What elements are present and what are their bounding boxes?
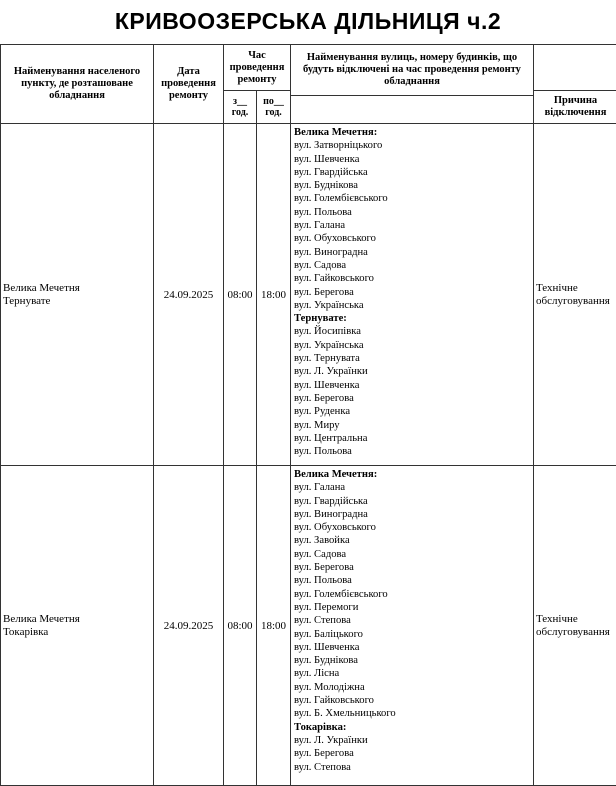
village-heading: Токарівка: [294, 721, 531, 734]
settlement-line: Токарівка [3, 626, 153, 639]
header-reason: Причина відключення [534, 91, 616, 124]
street-item: вул. Обуховського [294, 521, 531, 534]
settlement-cell [1, 124, 154, 466]
street-item: вул. Перемоги [294, 601, 531, 614]
settlement-line: Велика Мечетня [3, 613, 153, 626]
street-item: вул. Польова [294, 445, 531, 458]
village-heading: Велика Мечетня: [294, 468, 531, 481]
street-item: вул. Миру [294, 419, 531, 432]
street-item: вул. Берегова [294, 747, 531, 760]
time-to-cell: 18:00 [257, 124, 291, 466]
street-item: вул. Степова [294, 761, 531, 774]
street-item: вул. Голембієвського [294, 192, 531, 205]
header-blank [534, 45, 616, 91]
village-heading: Тернувате: [294, 312, 531, 325]
street-item: вул. Голембієвського [294, 588, 531, 601]
reason-line: обслуговування [536, 626, 616, 639]
street-item: вул. Степова [294, 614, 531, 627]
street-item: вул. Затворніцького [294, 139, 531, 152]
settlement-cell [1, 466, 154, 786]
village-heading: Велика Мечетня: [294, 126, 531, 139]
street-item: вул. Садова [294, 548, 531, 561]
settlement-line: Тернувате [3, 295, 153, 308]
date-cell: 24.09.2025 [154, 124, 224, 466]
street-item: вул. Берегова [294, 286, 531, 299]
date-cell: 24.09.2025 [154, 466, 224, 786]
street-item: вул. Обуховського [294, 232, 531, 245]
reason-line: Технічне [536, 282, 616, 295]
street-item: вул. Молодіжна [294, 681, 531, 694]
street-item: вул. Завойка [294, 534, 531, 547]
street-item: вул. Лісна [294, 667, 531, 680]
street-item: вул. Українська [294, 299, 531, 312]
street-item: вул. Виноградна [294, 508, 531, 521]
street-item: вул. Тернувата [294, 352, 531, 365]
time-to-cell: 18:00 [257, 466, 291, 786]
street-item: вул. Шевченка [294, 641, 531, 654]
street-item: вул. Гвардійська [294, 495, 531, 508]
time-from-cell: 08:00 [224, 124, 257, 466]
street-item: вул. Виноградна [294, 246, 531, 259]
street-item: вул. Польова [294, 206, 531, 219]
reason-cell [534, 124, 616, 466]
street-item: вул. Шевченка [294, 379, 531, 392]
street-item: вул. Гайковського [294, 694, 531, 707]
street-item: вул. Руденка [294, 405, 531, 418]
header-date: Дата проведення ремонту [154, 45, 224, 124]
header-streets-gap [291, 96, 534, 124]
header-time: Час проведення ремонту [224, 45, 291, 91]
street-item: вул. Берегова [294, 392, 531, 405]
table-row [1, 124, 616, 466]
page-title: КРИВООЗЕРСЬКА ДІЛЬНИЦЯ ч.2 [0, 8, 616, 35]
street-item: вул. Українська [294, 339, 531, 352]
reason-line: Технічне [536, 613, 616, 626]
street-item: вул. Центральна [294, 432, 531, 445]
settlement-line: Велика Мечетня [3, 282, 153, 295]
street-item: вул. Л. Українки [294, 365, 531, 378]
header-settlement: Найменування населеного пункту, де розташоване обладнання [1, 45, 154, 124]
street-item: вул. Шевченка [294, 153, 531, 166]
outage-table [0, 44, 616, 786]
header-time-to: по__ год. [257, 91, 291, 124]
street-item: вул. Буднікова [294, 654, 531, 667]
street-item: вул. Галана [294, 481, 531, 494]
table-row [1, 466, 616, 786]
street-item: вул. Гайковського [294, 272, 531, 285]
header-time-from: з__ год. [224, 91, 257, 124]
street-item: вул. Баліцького [294, 628, 531, 641]
street-item: вул. Берегова [294, 561, 531, 574]
reason-line: обслуговування [536, 295, 616, 308]
street-item: вул. Йосипівка [294, 325, 531, 338]
streets-cell [291, 124, 534, 466]
street-item: вул. Польова [294, 574, 531, 587]
header-streets: Найменування вулиць, номеру будинків, що будуть відключені на час проведення ремонту обладнання [291, 45, 534, 96]
reason-cell [534, 466, 616, 786]
streets-cell [291, 466, 534, 786]
street-item: вул. Б. Хмельницького [294, 707, 531, 720]
street-item: вул. Галана [294, 219, 531, 232]
time-from-cell: 08:00 [224, 466, 257, 786]
street-item: вул. Буднікова [294, 179, 531, 192]
street-item: вул. Л. Українки [294, 734, 531, 747]
street-item: вул. Гвардійська [294, 166, 531, 179]
street-item: вул. Садова [294, 259, 531, 272]
